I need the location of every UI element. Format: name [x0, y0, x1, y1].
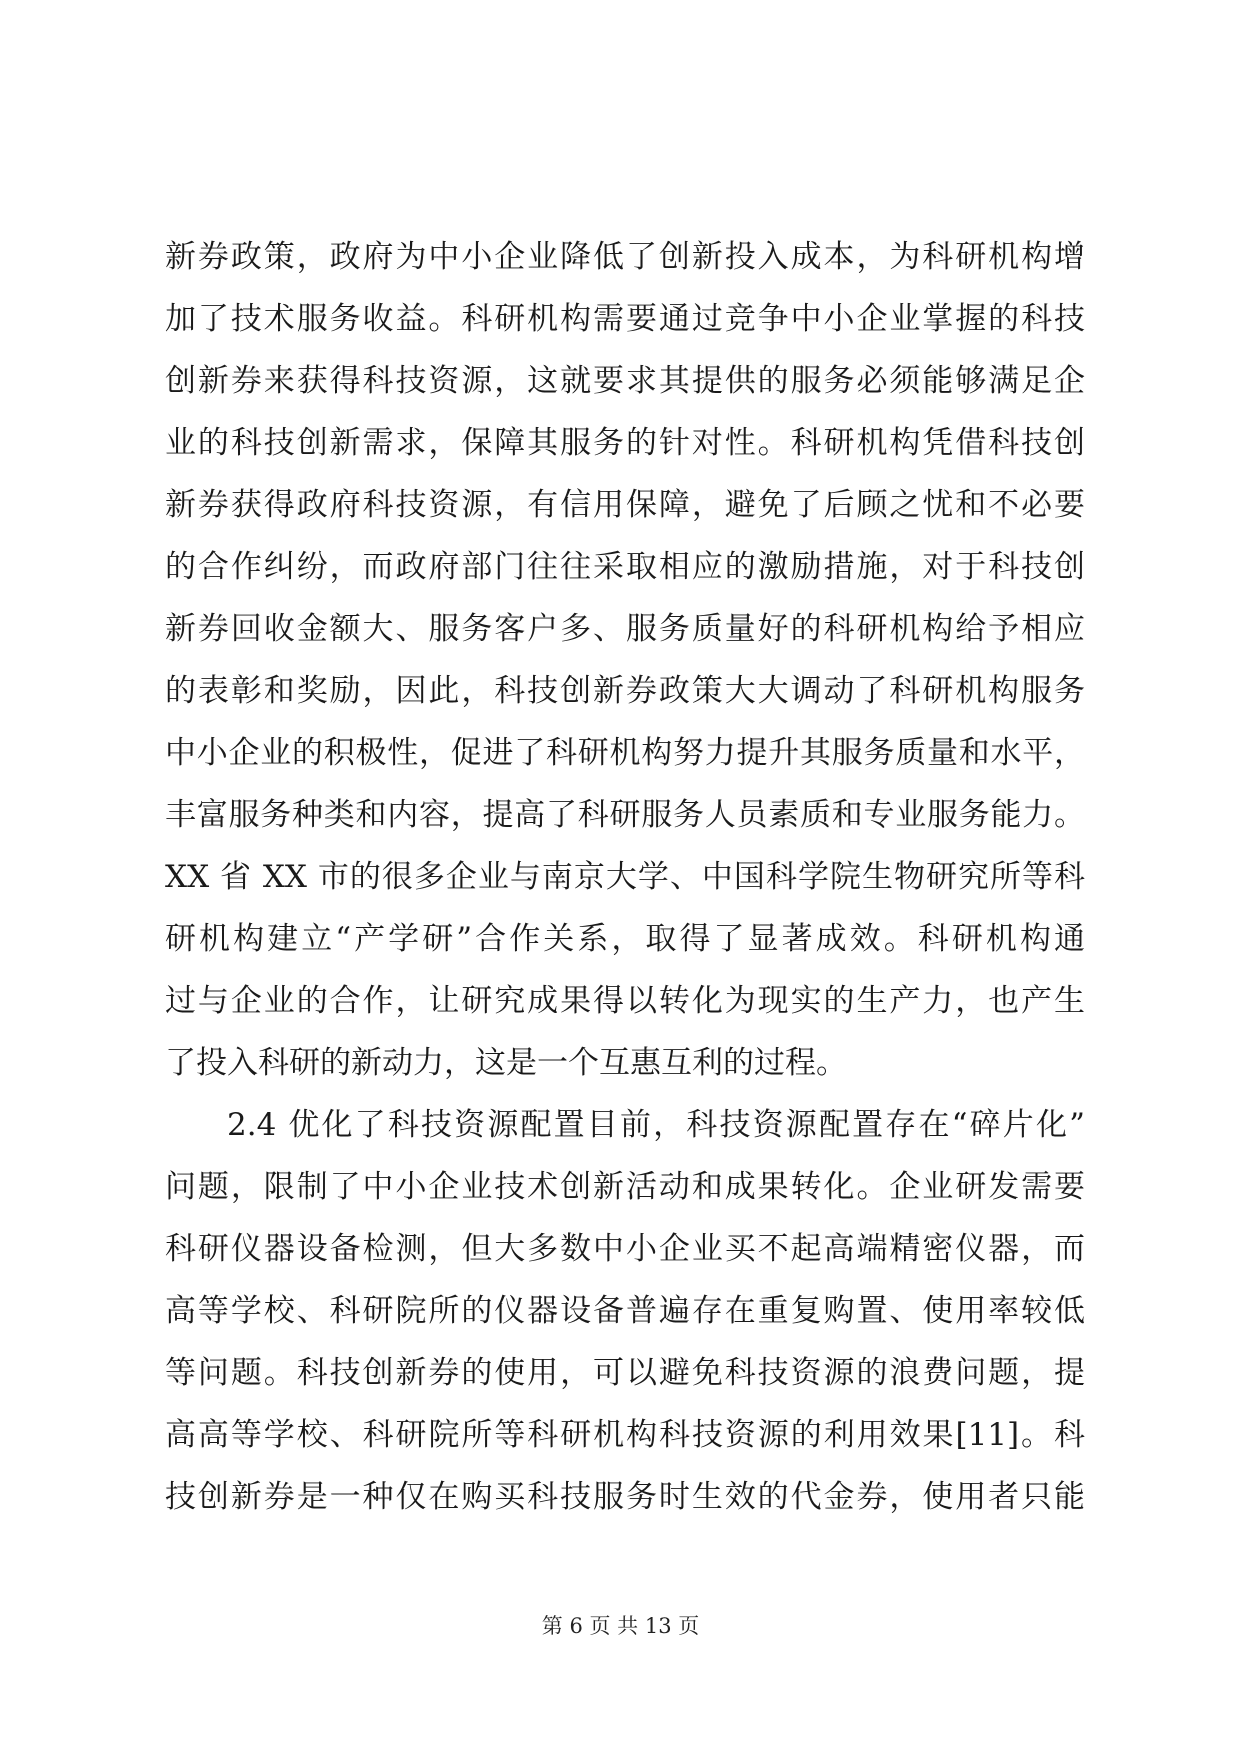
text-line: 新券获得政府科技资源，有信用保障，避免了后顾之忧和不必要: [165, 487, 1085, 523]
text-line: 高等学校、科研院所的仪器设备普遍存在重复购置、使用率较低: [165, 1293, 1085, 1329]
text-line: 研机构建立“产学研”合作关系，取得了显著成效。科研机构通: [165, 921, 1085, 957]
text-line: 加了技术服务收益。科研机构需要通过竞争中小企业掌握的科技: [165, 301, 1085, 337]
text-line: 创新券来获得科技资源，这就要求其提供的服务必须能够满足企: [165, 363, 1085, 399]
text-line: 业的科技创新需求，保障其服务的针对性。科研机构凭借科技创: [165, 425, 1085, 461]
text-line: 新券回收金额大、服务客户多、服务质量好的科研机构给予相应: [165, 611, 1085, 647]
text-line: 新券政策，政府为中小企业降低了创新投入成本，为科研机构增: [165, 239, 1085, 275]
page-number-footer: 第 6 页 共 13 页: [541, 1614, 700, 1638]
text-line: 的合作纠纷，而政府部门往往采取相应的激励措施，对于科技创: [165, 549, 1085, 585]
text-line: 高高等学校、科研院所等科研机构科技资源的利用效果[11]。科: [165, 1417, 1085, 1453]
text-line: 了投入科研的新动力，这是一个互惠互利的过程。: [165, 1045, 847, 1081]
text-line: 技创新券是一种仅在购买科技服务时生效的代金券，使用者只能: [165, 1479, 1085, 1515]
body-text: [165, 226, 1085, 1528]
text-line: 中小企业的积极性，促进了科研机构努力提升其服务质量和水平，: [165, 735, 1085, 771]
text-line: 过与企业的合作，让研究成果得以转化为现实的生产力，也产生: [165, 983, 1085, 1019]
text-line: 问题，限制了中小企业技术创新活动和成果转化。企业研发需要: [165, 1169, 1085, 1205]
text-line: 的表彰和奖励，因此，科技创新券政策大大调动了科研机构服务: [165, 673, 1085, 709]
text-line: 丰富服务种类和内容，提高了科研服务人员素质和专业服务能力。: [165, 797, 1085, 833]
section-heading-line: 2.4 优化了科技资源配置目前，科技资源配置存在“碎片化”: [227, 1107, 1085, 1143]
text-line: 等问题。科技创新券的使用，可以避免科技资源的浪费问题，提: [165, 1355, 1085, 1391]
text-line: XX 省 XX 市的很多企业与南京大学、中国科学院生物研究所等科: [165, 859, 1085, 895]
text-line: 科研仪器设备检测，但大多数中小企业买不起高端精密仪器，而: [165, 1231, 1085, 1267]
